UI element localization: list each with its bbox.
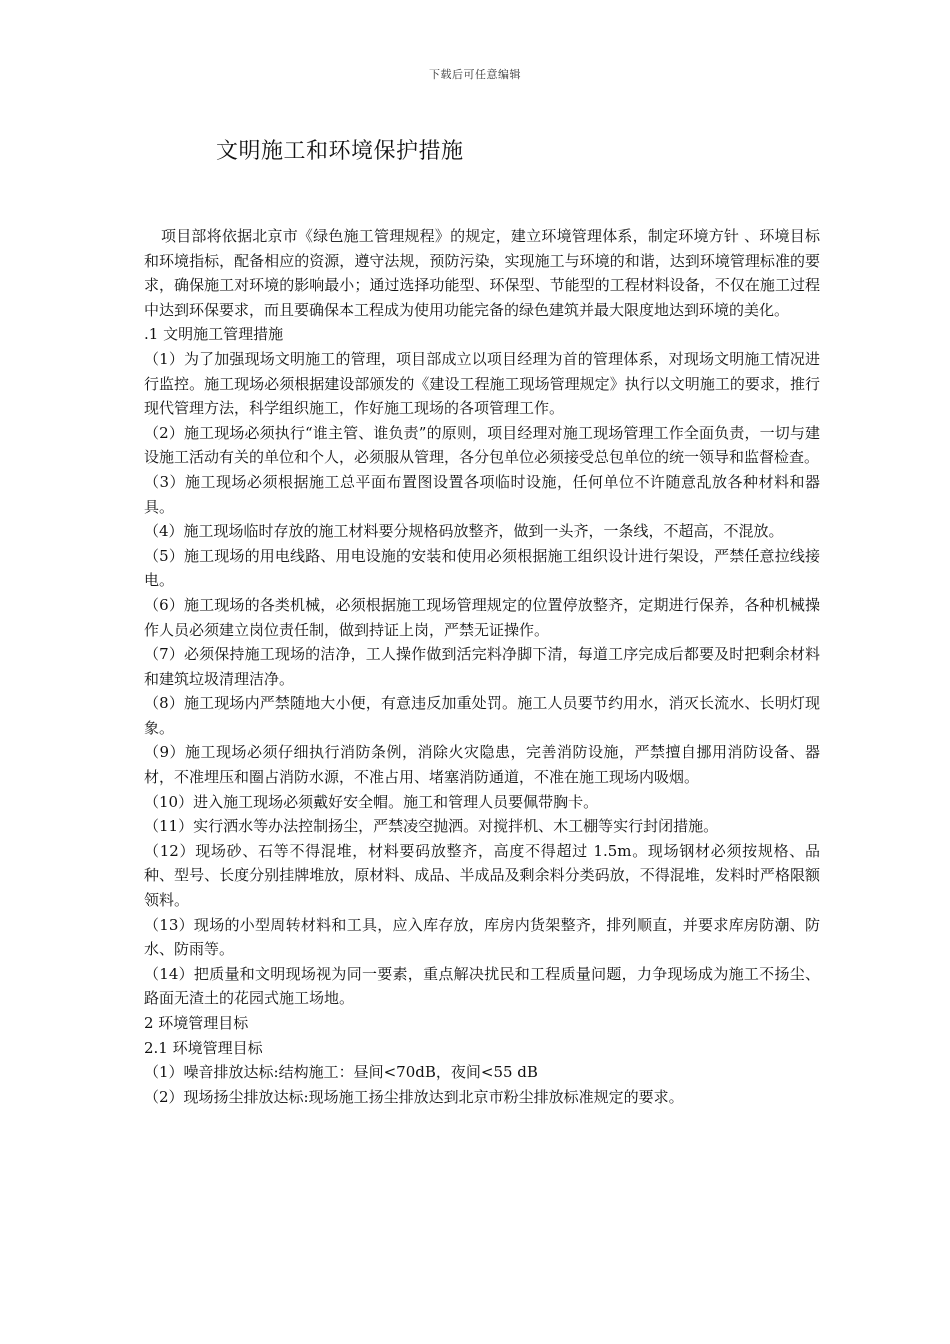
list-item: （11）实行洒水等办法控制扬尘，严禁凌空抛洒。对搅拌机、木工棚等实行封闭措施。 xyxy=(144,817,719,836)
intro-paragraph: 项目部将依据北京市《绿色施工管理规程》的规定，建立环境管理体系，制定环境方针 、环境目标和环境指标，配备相应的资源，遵守法规，预防污染，实现施工与环境的和谐，达到环境管理标准的要求，确保施工对环境的影响最小；通过选择功能型、环保型、节能型的工程材料设备，不仅在施工过程中达到环保要求，而且要确保本工程成为使用功能完备的绿色建筑并最大限度地达到环境的美化。 xyxy=(144,227,820,319)
list-item: （4）施工现场临时存放的施工材料要分规格码放整齐，做到一头齐，一条线，不超高，不混放。 xyxy=(144,522,784,541)
list-item: （3）施工现场必须根据施工总平面布置图设置各项临时设施，任何单位不许随意乱放各种材料和器具。 xyxy=(144,472,820,516)
list-item: （10）进入施工现场必须戴好安全帽。施工和管理人员要佩带胸卡。 xyxy=(144,792,599,811)
list-item: （2）施工现场必须执行“谁主管、谁负责”的原则，项目经理对施工现场管理工作全面负责，一切与建设施工活动有关的单位和个人，必须服从管理，各分包单位必须接受总包单位的统一领导和监督检查。 xyxy=(144,423,820,467)
section-heading: .1 文明施工管理措施 xyxy=(144,325,284,344)
header-note: 下载后可任意编辑 xyxy=(429,68,521,81)
document-body xyxy=(144,224,820,1109)
list-item: （14）把质量和文明现场视为同一要素，重点解决扰民和工程质量问题，力争现场成为施工不扬尘、路面无渣土的花园式施工场地。 xyxy=(144,964,820,1008)
list-item: （9）施工现场必须仔细执行消防条例，消除火灾隐患，完善消防设施，严禁擅自挪用消防设备、器材，不准埋压和圈占消防水源，不准占用、堵塞消防通道，不准在施工现场内吸烟。 xyxy=(144,743,820,787)
list-item: （1）噪音排放达标:结构施工：昼间<70dB，夜间<55 dB xyxy=(144,1063,538,1082)
list-item: （1）为了加强现场文明施工的管理，项目部成立以项目经理为首的管理体系，对现场文明施工情况进行监控。施工现场必须根据建设部颁发的《建设工程施工现场管理规定》执行以文明施工的要求，推行现代管理方法，科学组织施工，作好施工现场的各项管理工作。 xyxy=(144,349,820,418)
list-item: （12）现场砂、石等不得混堆，材料要码放整齐，高度不得超过 1.5m。现场钢材必须按规格、品种、型号、长度分别挂牌堆放，原材料、成品、半成品及剩余料分类码放，不得混堆，发料时严格限额领料。 xyxy=(144,841,820,910)
list-item: （2）现场扬尘排放达标:现场施工扬尘排放达到北京市粉尘排放标准规定的要求。 xyxy=(144,1087,684,1106)
list-item: （7）必须保持施工现场的洁净，工人操作做到活完料净脚下清，每道工序完成后都要及时把剩余材料和建筑垃圾清理洁净。 xyxy=(144,645,820,688)
list-item: （8）施工现场内严禁随地大小便，有意违反加重处罚。施工人员要节约用水，消灭长流水、长明灯现象。 xyxy=(144,694,820,737)
section-heading: 2 环境管理目标 xyxy=(144,1014,249,1032)
page-title: 文明施工和环境保护措施 xyxy=(216,139,464,164)
subsection-heading: 2.1 环境管理目标 xyxy=(144,1038,263,1057)
list-item: （6）施工现场的各类机械，必须根据施工现场管理规定的位置停放整齐，定期进行保养，各种机械操作人员必须建立岗位责任制，做到持证上岗，严禁无证操作。 xyxy=(144,595,820,639)
list-item: （5）施工现场的用电线路、用电设施的安装和使用必须根据施工组织设计进行架设，严禁任意拉线接电。 xyxy=(144,546,820,590)
list-item: （13）现场的小型周转材料和工具，应入库存放，库房内货架整齐，排列顺直，并要求库房防潮、防水、防雨等。 xyxy=(144,915,820,959)
